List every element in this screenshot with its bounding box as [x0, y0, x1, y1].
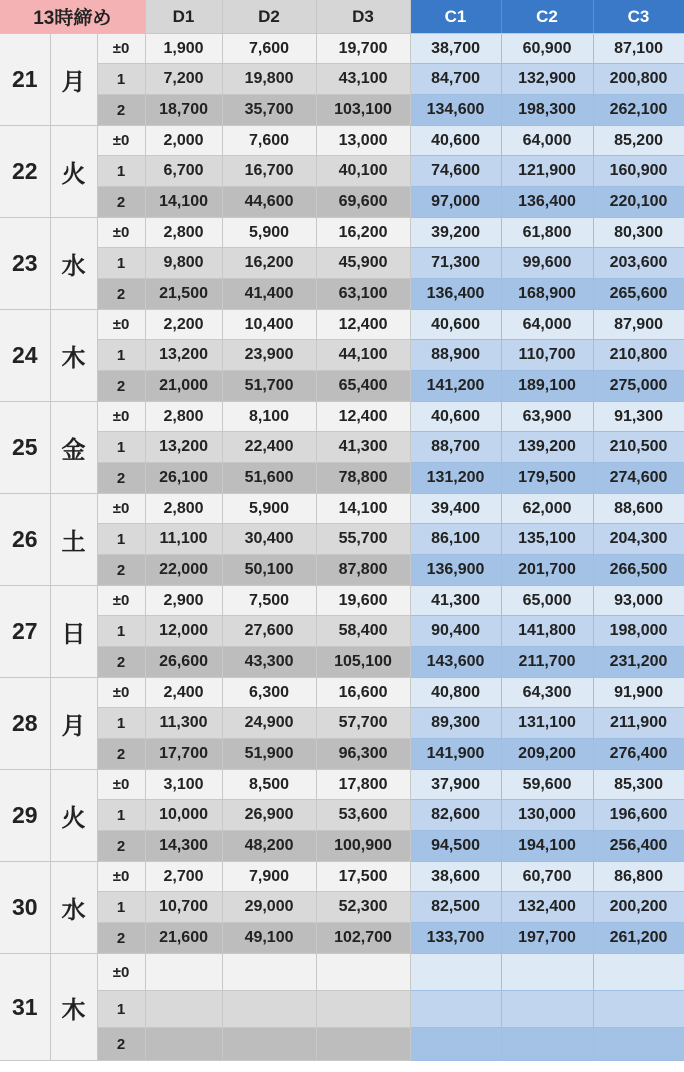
level-cell: ±0: [97, 34, 145, 64]
table-row: [0, 524, 684, 555]
value-cell-c3: 198,000: [593, 616, 684, 647]
table-row: [0, 126, 684, 156]
value-cell-c2: 132,900: [501, 64, 593, 95]
level-cell: 2: [97, 95, 145, 126]
value-cell-d1: 21,500: [145, 279, 222, 310]
level-cell: 2: [97, 831, 145, 862]
table-body: [0, 34, 684, 1061]
value-cell-c3: 203,600: [593, 248, 684, 279]
value-cell-c3: 220,100: [593, 187, 684, 218]
column-header-d3: D3: [316, 0, 410, 34]
value-cell-c1: 131,200: [410, 463, 501, 494]
value-cell-d3: 19,600: [316, 586, 410, 616]
table-row: [0, 647, 684, 678]
value-cell-c2: 197,700: [501, 923, 593, 954]
table-row: [0, 1028, 684, 1061]
value-cell-c2: [501, 954, 593, 991]
value-cell-d2: 7,900: [222, 862, 316, 892]
value-cell-c1: 94,500: [410, 831, 501, 862]
level-cell: 1: [97, 156, 145, 187]
value-cell-d1: 6,700: [145, 156, 222, 187]
weekday-cell: 月: [50, 34, 97, 126]
value-cell-c3: 86,800: [593, 862, 684, 892]
value-cell-d3: 16,200: [316, 218, 410, 248]
value-cell-c1: 136,400: [410, 279, 501, 310]
level-cell: 2: [97, 1028, 145, 1061]
value-cell-c2: 64,300: [501, 678, 593, 708]
value-cell-c3: 261,200: [593, 923, 684, 954]
value-cell-d2: 16,200: [222, 248, 316, 279]
value-cell-d2: 50,100: [222, 555, 316, 586]
value-cell-c2: 189,100: [501, 371, 593, 402]
cutoff-title: 13時締め: [0, 0, 145, 34]
value-cell-d1: 14,100: [145, 187, 222, 218]
value-cell-d3: 96,300: [316, 739, 410, 770]
level-cell: ±0: [97, 126, 145, 156]
value-cell-c1: 39,400: [410, 494, 501, 524]
value-cell-c1: [410, 991, 501, 1028]
value-cell-d3: 102,700: [316, 923, 410, 954]
value-cell-c3: 80,300: [593, 218, 684, 248]
value-cell-d1: 26,100: [145, 463, 222, 494]
value-cell-c1: 37,900: [410, 770, 501, 800]
value-cell-c1: 136,900: [410, 555, 501, 586]
value-cell-d2: 5,900: [222, 494, 316, 524]
value-cell-c3: 196,600: [593, 800, 684, 831]
value-cell-c3: [593, 991, 684, 1028]
value-cell-d3: 40,100: [316, 156, 410, 187]
table-row: [0, 494, 684, 524]
value-cell-c2: [501, 991, 593, 1028]
table-row: [0, 187, 684, 218]
value-cell-c1: 40,600: [410, 126, 501, 156]
table-row: [0, 279, 684, 310]
value-cell-d2: 23,900: [222, 340, 316, 371]
value-cell-c3: 85,300: [593, 770, 684, 800]
value-cell-c3: 200,800: [593, 64, 684, 95]
value-cell-d2: 22,400: [222, 432, 316, 463]
value-cell-d1: [145, 1028, 222, 1061]
value-cell-d1: 3,100: [145, 770, 222, 800]
value-cell-c3: 87,900: [593, 310, 684, 340]
value-cell-d1: 13,200: [145, 432, 222, 463]
value-cell-c3: 274,600: [593, 463, 684, 494]
value-cell-d1: 13,200: [145, 340, 222, 371]
value-cell-c2: 110,700: [501, 340, 593, 371]
value-cell-d2: 30,400: [222, 524, 316, 555]
level-cell: ±0: [97, 218, 145, 248]
weekday-cell: 金: [50, 402, 97, 494]
value-cell-c1: 88,900: [410, 340, 501, 371]
value-cell-d2: 5,900: [222, 218, 316, 248]
weekday-cell: 火: [50, 126, 97, 218]
value-cell-c1: [410, 1028, 501, 1061]
value-cell-d1: 10,700: [145, 892, 222, 923]
value-cell-d1: 2,800: [145, 494, 222, 524]
value-cell-d2: 41,400: [222, 279, 316, 310]
value-cell-d2: [222, 991, 316, 1028]
value-cell-c1: 82,600: [410, 800, 501, 831]
value-cell-d2: 43,300: [222, 647, 316, 678]
value-cell-d2: 29,000: [222, 892, 316, 923]
value-cell-c3: 87,100: [593, 34, 684, 64]
table-row: [0, 708, 684, 739]
value-cell-d1: 12,000: [145, 616, 222, 647]
value-cell-d1: 17,700: [145, 739, 222, 770]
value-cell-c3: 91,300: [593, 402, 684, 432]
value-cell-c2: 64,000: [501, 310, 593, 340]
date-cell: 28: [0, 678, 50, 770]
value-cell-c2: 211,700: [501, 647, 593, 678]
date-cell: 26: [0, 494, 50, 586]
value-cell-d1: 1,900: [145, 34, 222, 64]
value-cell-c2: 130,000: [501, 800, 593, 831]
table-row: [0, 555, 684, 586]
value-cell-c3: 210,500: [593, 432, 684, 463]
value-cell-c3: 210,800: [593, 340, 684, 371]
value-cell-d2: 24,900: [222, 708, 316, 739]
value-cell-c1: 39,200: [410, 218, 501, 248]
table-row: [0, 95, 684, 126]
level-cell: 2: [97, 647, 145, 678]
value-cell-d2: [222, 954, 316, 991]
value-cell-d2: 27,600: [222, 616, 316, 647]
value-cell-c2: 60,700: [501, 862, 593, 892]
table-row: [0, 340, 684, 371]
value-cell-d2: 48,200: [222, 831, 316, 862]
value-cell-d2: 10,400: [222, 310, 316, 340]
table-row: [0, 831, 684, 862]
value-cell-c1: 74,600: [410, 156, 501, 187]
date-cell: 27: [0, 586, 50, 678]
value-cell-c1: 41,300: [410, 586, 501, 616]
level-cell: 2: [97, 371, 145, 402]
value-cell-c3: 265,600: [593, 279, 684, 310]
level-cell: 2: [97, 739, 145, 770]
table-row: [0, 739, 684, 770]
level-cell: 2: [97, 555, 145, 586]
value-cell-d3: 69,600: [316, 187, 410, 218]
weekday-cell: 日: [50, 586, 97, 678]
value-cell-d3: [316, 1028, 410, 1061]
value-cell-c3: [593, 954, 684, 991]
value-cell-c3: 231,200: [593, 647, 684, 678]
value-cell-c2: 59,600: [501, 770, 593, 800]
value-cell-d1: 11,100: [145, 524, 222, 555]
value-cell-c2: 168,900: [501, 279, 593, 310]
weekday-cell: 水: [50, 218, 97, 310]
value-cell-d3: 17,800: [316, 770, 410, 800]
value-cell-d3: 100,900: [316, 831, 410, 862]
table-row: [0, 248, 684, 279]
value-cell-c2: 60,900: [501, 34, 593, 64]
level-cell: 1: [97, 340, 145, 371]
weekday-cell: 土: [50, 494, 97, 586]
table-row: [0, 64, 684, 95]
value-cell-d1: 10,000: [145, 800, 222, 831]
value-cell-c3: 211,900: [593, 708, 684, 739]
level-cell: ±0: [97, 494, 145, 524]
value-cell-d3: 105,100: [316, 647, 410, 678]
value-cell-c1: 40,600: [410, 402, 501, 432]
value-cell-c1: 84,700: [410, 64, 501, 95]
value-cell-c1: 88,700: [410, 432, 501, 463]
date-cell: 22: [0, 126, 50, 218]
value-cell-d2: 35,700: [222, 95, 316, 126]
value-cell-c2: 179,500: [501, 463, 593, 494]
value-cell-d3: 55,700: [316, 524, 410, 555]
level-cell: ±0: [97, 954, 145, 991]
value-cell-d2: 51,600: [222, 463, 316, 494]
table-row: [0, 862, 684, 892]
value-cell-c1: 141,200: [410, 371, 501, 402]
value-cell-c1: 97,000: [410, 187, 501, 218]
value-cell-d3: 12,400: [316, 310, 410, 340]
value-cell-d1: 2,400: [145, 678, 222, 708]
value-cell-d3: 17,500: [316, 862, 410, 892]
value-cell-c1: 143,600: [410, 647, 501, 678]
value-cell-c1: 90,400: [410, 616, 501, 647]
level-cell: 1: [97, 432, 145, 463]
value-cell-d1: 7,200: [145, 64, 222, 95]
value-cell-c2: 194,100: [501, 831, 593, 862]
value-cell-d3: 87,800: [316, 555, 410, 586]
level-cell: 1: [97, 800, 145, 831]
value-cell-d3: 63,100: [316, 279, 410, 310]
level-cell: 2: [97, 463, 145, 494]
value-cell-d3: 65,400: [316, 371, 410, 402]
value-cell-d1: 2,900: [145, 586, 222, 616]
value-cell-c2: 136,400: [501, 187, 593, 218]
value-cell-c3: 160,900: [593, 156, 684, 187]
value-cell-d2: 6,300: [222, 678, 316, 708]
value-cell-d1: 26,600: [145, 647, 222, 678]
level-cell: 2: [97, 923, 145, 954]
date-cell: 29: [0, 770, 50, 862]
value-cell-c3: [593, 1028, 684, 1061]
table-row: [0, 463, 684, 494]
table-row: [0, 310, 684, 340]
value-cell-c3: 88,600: [593, 494, 684, 524]
value-cell-c3: 204,300: [593, 524, 684, 555]
value-cell-c2: 62,000: [501, 494, 593, 524]
value-cell-d1: 14,300: [145, 831, 222, 862]
date-cell: 30: [0, 862, 50, 954]
value-cell-c2: 198,300: [501, 95, 593, 126]
date-cell: 21: [0, 34, 50, 126]
value-cell-c2: 141,800: [501, 616, 593, 647]
value-cell-d3: 78,800: [316, 463, 410, 494]
value-cell-c1: 71,300: [410, 248, 501, 279]
value-cell-d3: 53,600: [316, 800, 410, 831]
weekday-cell: 火: [50, 770, 97, 862]
value-cell-c2: 135,100: [501, 524, 593, 555]
value-cell-c3: 275,000: [593, 371, 684, 402]
weekday-cell: 木: [50, 310, 97, 402]
value-cell-c2: 131,100: [501, 708, 593, 739]
value-cell-d1: [145, 954, 222, 991]
value-cell-d3: 57,700: [316, 708, 410, 739]
value-cell-d3: [316, 991, 410, 1028]
value-cell-c3: 266,500: [593, 555, 684, 586]
table-row: [0, 770, 684, 800]
value-cell-c3: 200,200: [593, 892, 684, 923]
date-cell: 25: [0, 402, 50, 494]
value-cell-c2: 63,900: [501, 402, 593, 432]
header-row: [0, 0, 684, 34]
value-cell-c2: 209,200: [501, 739, 593, 770]
date-cell: 31: [0, 954, 50, 1061]
level-cell: ±0: [97, 770, 145, 800]
value-cell-d3: 14,100: [316, 494, 410, 524]
value-cell-d3: 103,100: [316, 95, 410, 126]
level-cell: ±0: [97, 310, 145, 340]
value-cell-c2: 64,000: [501, 126, 593, 156]
value-cell-c1: 86,100: [410, 524, 501, 555]
table-row: [0, 34, 684, 64]
value-cell-d1: 9,800: [145, 248, 222, 279]
value-cell-c3: 262,100: [593, 95, 684, 126]
table-row: [0, 954, 684, 991]
value-cell-d1: 18,700: [145, 95, 222, 126]
value-cell-d2: 7,600: [222, 34, 316, 64]
value-cell-c1: 133,700: [410, 923, 501, 954]
table-row: [0, 923, 684, 954]
column-header-d2: D2: [222, 0, 316, 34]
value-cell-d3: 44,100: [316, 340, 410, 371]
value-cell-d2: 51,900: [222, 739, 316, 770]
level-cell: 1: [97, 64, 145, 95]
weekday-cell: 水: [50, 862, 97, 954]
value-cell-d2: [222, 1028, 316, 1061]
value-cell-d2: 44,600: [222, 187, 316, 218]
value-cell-d1: 21,600: [145, 923, 222, 954]
table-row: [0, 432, 684, 463]
value-cell-d3: 13,000: [316, 126, 410, 156]
value-cell-c2: [501, 1028, 593, 1061]
value-cell-d1: 21,000: [145, 371, 222, 402]
table-row: [0, 586, 684, 616]
value-cell-d3: 43,100: [316, 64, 410, 95]
level-cell: 2: [97, 187, 145, 218]
date-cell: 24: [0, 310, 50, 402]
column-header-c2: C2: [501, 0, 593, 34]
level-cell: ±0: [97, 402, 145, 432]
value-cell-c2: 61,800: [501, 218, 593, 248]
value-cell-c1: [410, 954, 501, 991]
column-header-c3: C3: [593, 0, 684, 34]
value-cell-c1: 141,900: [410, 739, 501, 770]
value-cell-c1: 134,600: [410, 95, 501, 126]
value-cell-d2: 19,800: [222, 64, 316, 95]
value-cell-d2: 7,600: [222, 126, 316, 156]
value-cell-d3: 45,900: [316, 248, 410, 279]
level-cell: 1: [97, 991, 145, 1028]
value-cell-d1: 2,800: [145, 402, 222, 432]
table-row: [0, 402, 684, 432]
weekday-cell: 木: [50, 954, 97, 1061]
weekday-cell: 月: [50, 678, 97, 770]
table-row: [0, 218, 684, 248]
value-cell-d2: 8,100: [222, 402, 316, 432]
value-cell-c2: 121,900: [501, 156, 593, 187]
column-header-c1: C1: [410, 0, 501, 34]
value-cell-c1: 38,700: [410, 34, 501, 64]
value-cell-d3: 16,600: [316, 678, 410, 708]
value-cell-c1: 38,600: [410, 862, 501, 892]
level-cell: ±0: [97, 678, 145, 708]
column-header-d1: D1: [145, 0, 222, 34]
value-cell-c2: 99,600: [501, 248, 593, 279]
value-cell-d2: 51,700: [222, 371, 316, 402]
table-row: [0, 800, 684, 831]
value-cell-d1: 11,300: [145, 708, 222, 739]
table-row: [0, 678, 684, 708]
value-cell-d1: 2,800: [145, 218, 222, 248]
level-cell: 1: [97, 524, 145, 555]
level-cell: 2: [97, 279, 145, 310]
value-cell-c2: 132,400: [501, 892, 593, 923]
value-cell-d3: 58,400: [316, 616, 410, 647]
value-cell-d1: 2,700: [145, 862, 222, 892]
level-cell: 1: [97, 616, 145, 647]
value-cell-d2: 49,100: [222, 923, 316, 954]
value-cell-c2: 65,000: [501, 586, 593, 616]
value-cell-d2: 16,700: [222, 156, 316, 187]
value-cell-d3: 12,400: [316, 402, 410, 432]
value-cell-c2: 139,200: [501, 432, 593, 463]
level-cell: ±0: [97, 862, 145, 892]
level-cell: 1: [97, 708, 145, 739]
value-cell-d3: 41,300: [316, 432, 410, 463]
value-cell-d1: 22,000: [145, 555, 222, 586]
value-cell-d3: 19,700: [316, 34, 410, 64]
table-row: [0, 991, 684, 1028]
table-row: [0, 616, 684, 647]
level-cell: 1: [97, 248, 145, 279]
level-cell: ±0: [97, 586, 145, 616]
value-cell-d1: [145, 991, 222, 1028]
table-row: [0, 156, 684, 187]
value-cell-d2: 8,500: [222, 770, 316, 800]
date-cell: 23: [0, 218, 50, 310]
value-cell-c1: 82,500: [410, 892, 501, 923]
table-row: [0, 371, 684, 402]
value-cell-c1: 40,800: [410, 678, 501, 708]
value-cell-c3: 91,900: [593, 678, 684, 708]
value-cell-c1: 40,600: [410, 310, 501, 340]
value-cell-c3: 93,000: [593, 586, 684, 616]
value-cell-d1: 2,000: [145, 126, 222, 156]
level-cell: 1: [97, 892, 145, 923]
value-cell-c3: 256,400: [593, 831, 684, 862]
value-cell-d2: 26,900: [222, 800, 316, 831]
value-cell-c2: 201,700: [501, 555, 593, 586]
table-row: [0, 892, 684, 923]
value-cell-c3: 276,400: [593, 739, 684, 770]
value-cell-c3: 85,200: [593, 126, 684, 156]
value-cell-d1: 2,200: [145, 310, 222, 340]
value-cell-c1: 89,300: [410, 708, 501, 739]
value-cell-d3: 52,300: [316, 892, 410, 923]
value-cell-d3: [316, 954, 410, 991]
value-cell-d2: 7,500: [222, 586, 316, 616]
